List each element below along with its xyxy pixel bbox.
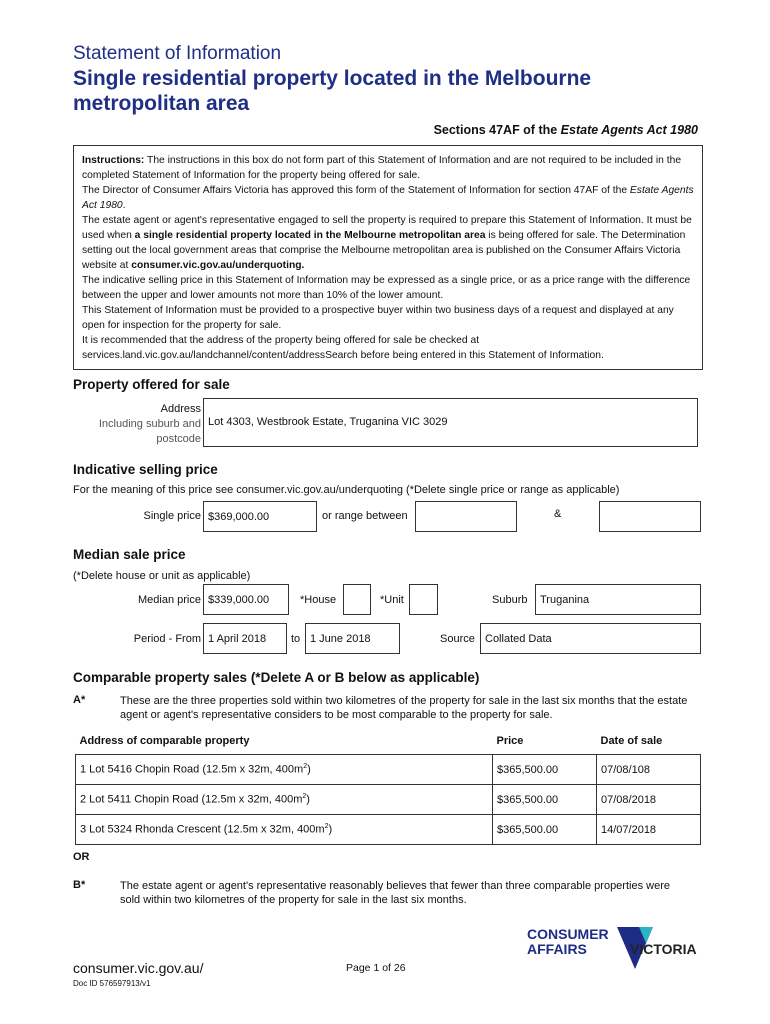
form-title: Single residential property located in the Melbourne metropolitan area: [73, 67, 592, 115]
row-price[interactable]: $365,500.00: [493, 755, 597, 785]
logo-line2: AFFAIRS: [527, 941, 587, 957]
median-note: (*Delete house or unit as applicable): [73, 570, 251, 582]
underquoting-link[interactable]: consumer.vic.gov.au/underquoting.: [131, 260, 305, 271]
row-date[interactable]: 07/08/2018: [597, 785, 701, 815]
row-address-sup: 2: [324, 823, 329, 831]
instructions-p1-text: The instructions in this box do not form part of this Statement of Information and are not required to be included in the completed Statement of Information for the property being offered for sale.: [82, 155, 682, 181]
period-to-label: to: [291, 633, 301, 645]
instructions-box: [73, 145, 703, 370]
row-address-text: 3 Lot 5324 Rhonda Crescent (12.5m x 32m, 400m: [80, 823, 325, 836]
unit-checkbox[interactable]: [409, 584, 438, 615]
property-heading: Property offered for sale: [73, 377, 230, 392]
row-address[interactable]: [76, 755, 493, 785]
row-address-close: ): [307, 763, 311, 776]
instructions-p3-a: The estate agent or agent's representative engaged to sell the property is required to prepare this Statement of Information. It must be used when: [82, 215, 692, 241]
form-subtitle: Statement of Information: [73, 43, 282, 64]
address-label-line1: Address: [160, 403, 201, 415]
period-from-field[interactable]: 1 April 2018: [203, 623, 287, 654]
row-price[interactable]: $365,500.00: [493, 785, 597, 815]
col-price-header: Price: [496, 735, 524, 747]
sections-act: Estate Agents Act 1980: [560, 123, 698, 137]
row-address-text: 1 Lot 5416 Chopin Road (12.5m x 32m, 400m: [80, 763, 304, 776]
comparable-heading: Comparable property sales (*Delete A or B below as applicable): [73, 670, 480, 685]
instructions-p1: [82, 153, 694, 183]
or-label: OR: [73, 851, 90, 863]
row-address-sup: 2: [303, 763, 308, 771]
source-label: Source: [440, 633, 475, 645]
range-low-field[interactable]: [415, 501, 517, 532]
instructions-p4: The indicative selling price in this Statement of Information may be expressed as a single price, or as a price range with the difference between the upper and lower amounts not more than 10% of the lower amount.: [82, 275, 691, 301]
row-address-sup: 2: [302, 793, 307, 801]
row-address-close: ): [306, 793, 310, 806]
house-label: *House: [300, 594, 337, 606]
doc-id: Doc ID 576597913/v1: [73, 979, 151, 988]
median-price-field[interactable]: $339,000.00: [203, 584, 289, 615]
col-date-header: Date of sale: [600, 735, 663, 747]
instructions-label: Instructions:: [82, 155, 145, 166]
instructions-p2-act: Estate Agents Act 1980: [82, 185, 694, 211]
range-ampersand: &: [554, 508, 562, 520]
single-price-label: Single price: [143, 510, 201, 522]
instructions-p2-end: .: [122, 200, 126, 211]
instructions-p3: [82, 213, 694, 273]
source-field[interactable]: Collated Data: [480, 623, 701, 654]
table-header-row: [76, 728, 701, 755]
address-label-line2: Including suburb and: [98, 418, 201, 430]
period-to-field[interactable]: 1 June 2018: [305, 623, 400, 654]
indicative-note: For the meaning of this price see consumer.vic.gov.au/underquoting (*Delete single price or range as applicable): [73, 484, 620, 496]
suburb-label: Suburb: [492, 594, 528, 606]
instructions-p2-text: The Director of Consumer Affairs Victoria has approved this form of the Statement of Information for section 47AF of the: [82, 185, 630, 196]
col-address-header: Address of comparable property: [79, 735, 250, 747]
row-date[interactable]: 07/08/108: [597, 755, 701, 785]
logo-line3: VICTORIA: [630, 941, 697, 957]
single-price-field[interactable]: $369,000.00: [203, 501, 317, 532]
instructions-p3-bold: a single residential property located in the Melbourne metropolitan area: [134, 230, 486, 241]
indicative-heading: Indicative selling price: [73, 462, 218, 477]
row-address[interactable]: [76, 815, 493, 845]
row-address-close: ): [328, 823, 333, 836]
suburb-field[interactable]: Truganina: [535, 584, 701, 615]
sections-prefix: Sections 47AF of the: [433, 123, 561, 137]
sections-reference: [434, 123, 698, 137]
option-b-label: B*: [73, 879, 86, 891]
option-a-label: A*: [73, 694, 86, 706]
footer-site[interactable]: consumer.vic.gov.au/: [73, 960, 204, 976]
address-field[interactable]: Lot 4303, Westbrook Estate, Truganina VIC 3029: [203, 398, 698, 447]
range-label: or range between: [322, 510, 408, 522]
row-price[interactable]: $365,500.00: [493, 815, 597, 845]
comparable-table: [75, 728, 701, 845]
row-address-text: 2 Lot 5411 Chopin Road (12.5m x 32m, 400m: [80, 793, 303, 806]
option-b-text: The estate agent or agent's representative reasonably believes that fewer than three comparable properties were sold within two kilometres of the property for sale in the last six months.: [120, 880, 670, 906]
address-label: [60, 402, 201, 447]
instructions-p2: [82, 183, 694, 213]
page-number: Page 1 of 26: [346, 962, 406, 974]
unit-label: *Unit: [380, 594, 404, 606]
table-row: [76, 815, 701, 845]
house-checkbox[interactable]: [343, 584, 371, 615]
option-a-text: These are the three properties sold within two kilometres of the property for sale in the last six months that the estate agent or agent's representative considers to be most comparable to the property for sale.: [120, 695, 688, 721]
instructions-p6: It is recommended that the address of the property being offered for sale be checked at services.land.vic.gov.au/landchannel/content/addressSearch before being entered in this Statement of Information.: [82, 335, 604, 361]
address-label-line3: postcode: [156, 433, 201, 445]
median-heading: Median sale price: [73, 547, 186, 562]
row-address[interactable]: [76, 785, 493, 815]
range-high-field[interactable]: [599, 501, 701, 532]
median-price-label: Median price: [138, 594, 201, 606]
consumer-affairs-victoria-logo: [527, 925, 705, 975]
table-row: [76, 785, 701, 815]
table-row: [76, 755, 701, 785]
instructions-p3-b: is being offered for sale. The Determination setting out the local government areas that comprise the Melbourne metropolitan area is published on the Consumer Affairs Victoria website at: [82, 230, 686, 271]
period-from-label: Period - From: [133, 633, 201, 645]
instructions-p5: This Statement of Information must be provided to a prospective buyer within two business days of a request and displayed at any open for inspection for the property for sale.: [82, 305, 674, 331]
logo-line1: CONSUMER: [527, 926, 609, 942]
row-date[interactable]: 14/07/2018: [597, 815, 701, 845]
